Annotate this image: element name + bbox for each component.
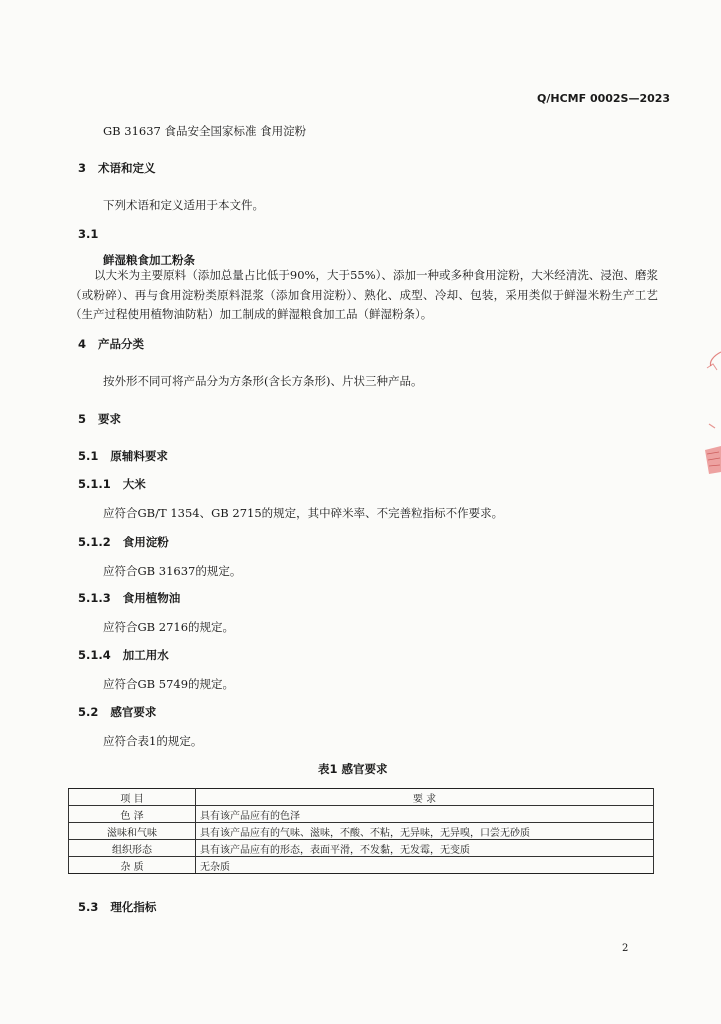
section-5-1-4-text: 应符合GB 5749的规定。 <box>103 677 235 691</box>
table-cell-item: 杂 质 <box>69 857 196 874</box>
section-5-1-3-text: 应符合GB 2716的规定。 <box>103 620 235 634</box>
section-number: 5.1.2 <box>78 535 111 549</box>
table-cell-item: 组织形态 <box>69 840 196 857</box>
page-number: 2 <box>622 943 629 954</box>
section-5-1-2-heading <box>78 534 169 550</box>
seal-stamp-fragment-icon <box>699 350 721 490</box>
section-3-intro: 下列术语和定义适用于本文件。 <box>103 198 264 212</box>
table-cell-requirement: 具有该产品应有的气味、滋味，不酸、不粘，无异味，无异嗅，口尝无砂质 <box>196 823 654 840</box>
section-number: 5.3 <box>78 900 99 914</box>
table-cell-requirement: 具有该产品应有的形态，表面平滑，不发黏，无发霉，无变质 <box>196 840 654 857</box>
section-title: 加工用水 <box>122 648 169 662</box>
section-number: 3 <box>78 161 87 175</box>
section-5-1-4-heading <box>78 647 169 663</box>
section-number: 5.1.3 <box>78 591 111 605</box>
table-header-cell: 项 目 <box>69 789 196 806</box>
sensory-requirements-table <box>68 788 654 874</box>
section-number: 5.1.4 <box>78 648 111 662</box>
section-4-heading <box>78 336 144 352</box>
reference-standard-line: GB 31637 食品安全国家标准 食用淀粉 <box>103 124 307 138</box>
table-cell-requirement: 具有该产品应有的色泽 <box>196 806 654 823</box>
section-5-2-text: 应符合表1的规定。 <box>103 734 203 748</box>
table-row <box>69 857 654 874</box>
section-5-1-1-text: 应符合GB/T 1354、GB 2715的规定，其中碎米率、不完善粒指标不作要求。 <box>103 506 504 520</box>
section-number: 5.2 <box>78 705 99 719</box>
table-header-row <box>69 789 654 806</box>
table-row <box>69 823 654 840</box>
table-header-cell: 要 求 <box>196 789 654 806</box>
table-cell-requirement: 无杂质 <box>196 857 654 874</box>
section-number: 4 <box>78 337 87 351</box>
section-title: 术语和定义 <box>98 161 156 175</box>
section-title: 感官要求 <box>110 705 157 719</box>
section-3-heading <box>78 160 156 176</box>
document-code: Q/HCMF 0002S—2023 <box>537 92 671 105</box>
section-5-1-heading <box>78 448 168 464</box>
table-cell-item: 滋味和气味 <box>69 823 196 840</box>
section-title: 食用淀粉 <box>122 535 169 549</box>
section-5-1-2-text: 应符合GB 31637的规定。 <box>103 564 242 578</box>
section-title: 产品分类 <box>98 337 145 351</box>
section-5-2-heading <box>78 704 156 720</box>
section-5-1-3-heading <box>78 590 180 606</box>
section-5-3-heading <box>78 899 156 915</box>
section-title: 大米 <box>122 477 146 491</box>
section-number: 5.1.1 <box>78 477 111 491</box>
section-number: 5 <box>78 412 87 426</box>
section-4-text: 按外形不同可将产品分为方条形(含长方条形)、片状三种产品。 <box>103 374 423 388</box>
section-title: 理化指标 <box>110 900 157 914</box>
section-5-1-1-heading <box>78 476 146 492</box>
table-row <box>69 840 654 857</box>
term-definition: 以大米为主要原料（添加总量占比低于90%，大于55%）、添加一种或多种食用淀粉，大米经清洗、浸泡、磨浆（或粉碎）、再与食用淀粉类原料混浆（添加食用淀粉）、熟化、成型、冷却、包装，采用类似于鲜湿米粉生产工艺（生产过程使用植物油防粘）加工制成的鲜湿粮食加工品（鲜湿粉条）。 <box>70 268 658 321</box>
section-5-heading <box>78 411 121 427</box>
section-title: 原辅料要求 <box>110 449 168 463</box>
section-title: 要求 <box>98 412 122 426</box>
section-number: 5.1 <box>78 449 99 463</box>
table-row <box>69 806 654 823</box>
term-title: 鲜湿粮食加工粉条 <box>103 253 195 267</box>
table-1-caption: 表1 感官要求 <box>318 762 388 776</box>
table-cell-item: 色 泽 <box>69 806 196 823</box>
section-title: 食用植物油 <box>122 591 181 605</box>
section-3-1-number: 3.1 <box>78 227 99 241</box>
